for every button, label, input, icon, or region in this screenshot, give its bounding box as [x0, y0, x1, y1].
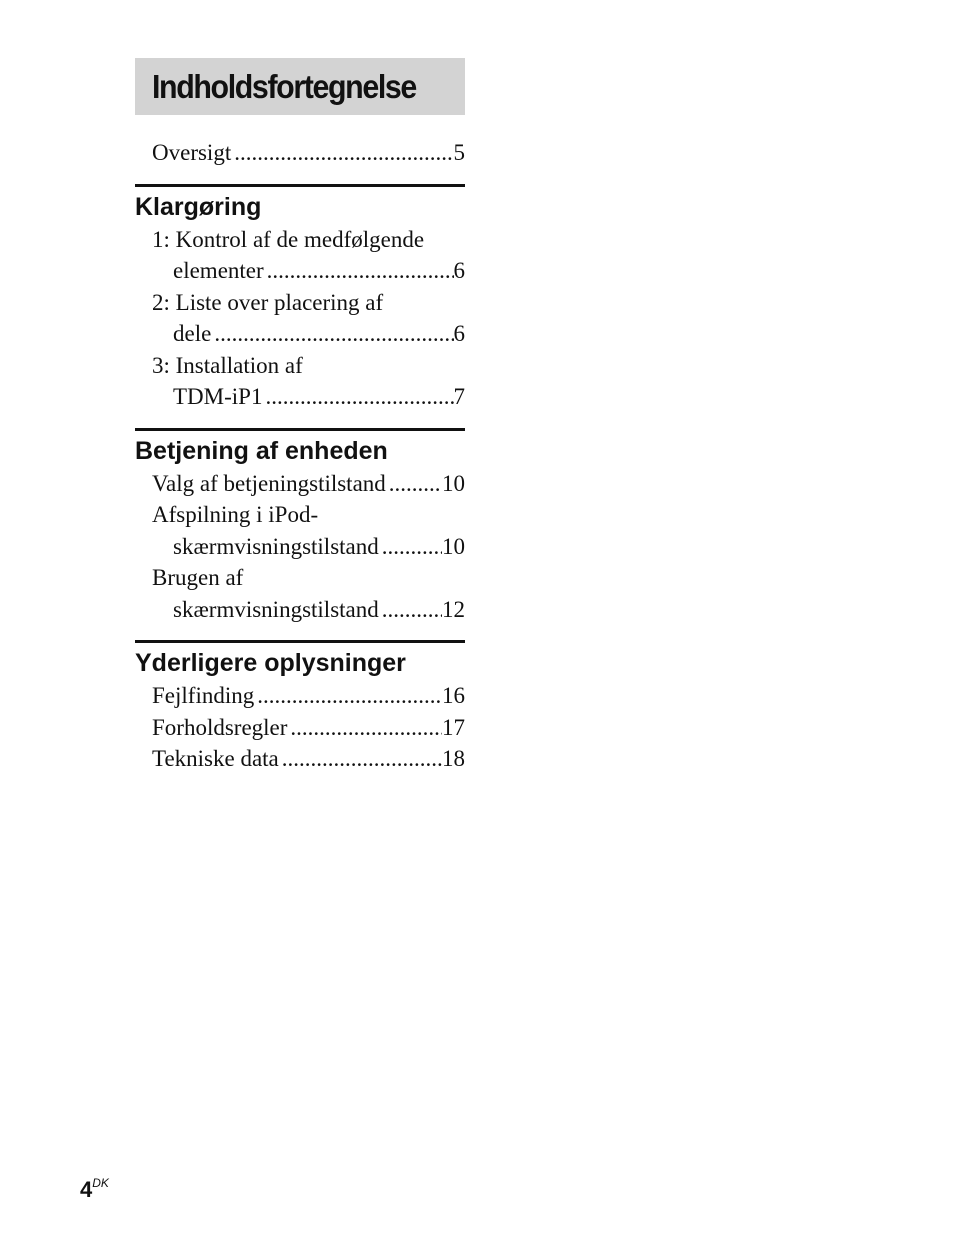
toc-entry-tekniske-data[interactable] [135, 743, 465, 775]
toc-entry-kontrol[interactable] [135, 224, 465, 287]
section-heading: Klargøring [135, 192, 262, 221]
toc-entry-text: 1: Kontrol af de medfølgende [152, 226, 425, 252]
toc-title-banner [135, 58, 465, 115]
toc-page-number: 10 [442, 533, 465, 559]
toc-entry-line [152, 468, 465, 500]
toc-page-number: 18 [442, 746, 465, 771]
toc-page-number: 5 [453, 140, 465, 165]
dot-leader [257, 680, 442, 712]
toc-entry-line [152, 499, 465, 531]
toc-entry-text: elementer [173, 258, 264, 283]
dot-leader [234, 137, 453, 169]
dot-leader [282, 743, 442, 775]
toc-entry-line [152, 712, 465, 744]
toc-entry-oversigt[interactable] [135, 137, 465, 169]
page-number: 4 [80, 1177, 92, 1202]
toc-entry-line [152, 287, 465, 319]
toc-section-betjening [135, 428, 465, 626]
section-heading: Betjening af enheden [135, 436, 388, 465]
toc-page-number: 6 [453, 321, 465, 346]
toc-entry-text: Afspilning i iPod- [152, 502, 319, 527]
toc-page-number: 6 [453, 258, 465, 283]
toc-entry-text: 2: Liste over placering af [152, 289, 384, 315]
toc-entry-line [152, 381, 465, 413]
toc-entry-forholdsregler[interactable] [135, 712, 465, 744]
toc-page-number: 16 [442, 683, 465, 708]
page-folio [80, 1176, 109, 1203]
toc-entry-text: Valg af betjeningstilstand [152, 470, 386, 496]
toc-entry-brugen[interactable] [135, 562, 465, 625]
toc-entry-line [152, 224, 465, 256]
toc-entry-installation[interactable] [135, 350, 465, 413]
toc-entry-line [152, 137, 465, 169]
toc-entry-text: Fejlfinding [152, 683, 255, 708]
toc-section-klargoring [135, 184, 465, 413]
toc-page-number: 12 [442, 596, 465, 622]
toc-entry-text: Tekniske data [152, 746, 279, 771]
toc-entry-afspilning[interactable] [135, 499, 465, 562]
page-title: Indholdsfortegnelse [152, 67, 416, 105]
dot-leader [214, 318, 453, 350]
dot-leader [265, 381, 453, 413]
toc-page-number: 7 [453, 384, 465, 409]
toc-entry-text: skærmvisningstilstand [173, 533, 379, 559]
toc-entry-line [152, 562, 465, 594]
toc-entry-text: Brugen af [152, 565, 244, 590]
toc-entry-valg[interactable] [135, 468, 465, 500]
toc-entry-line [152, 255, 465, 287]
toc-section-yderligere [135, 640, 465, 775]
toc-entry-text: TDM-iP1 [173, 384, 263, 409]
dot-leader [389, 468, 442, 500]
toc-page-number: 17 [442, 714, 465, 740]
toc-page-number: 10 [442, 470, 465, 496]
toc-entry-line [152, 743, 465, 775]
dot-leader [290, 712, 442, 744]
table-of-contents [135, 58, 465, 775]
toc-entry-line [152, 350, 465, 382]
dot-leader [267, 255, 454, 287]
dot-leader [382, 594, 442, 626]
dot-leader [382, 531, 442, 563]
toc-entry-text: Oversigt [152, 140, 232, 165]
toc-entry-fejlfinding[interactable] [135, 680, 465, 712]
toc-entry-line [152, 318, 465, 350]
toc-entry-text: dele [173, 321, 212, 346]
toc-entry-liste[interactable] [135, 287, 465, 350]
toc-entry-line [152, 531, 465, 563]
toc-entry-text: Forholdsregler [152, 714, 288, 740]
section-heading: Yderligere oplysninger [135, 649, 406, 677]
toc-entry-line [152, 594, 465, 626]
toc-entry-text: 3: Installation af [152, 352, 303, 378]
language-code: DK [92, 1176, 109, 1190]
toc-entry-line [152, 680, 465, 712]
toc-entry-text: skærmvisningstilstand [173, 596, 379, 622]
toc-overview-list [135, 137, 465, 169]
